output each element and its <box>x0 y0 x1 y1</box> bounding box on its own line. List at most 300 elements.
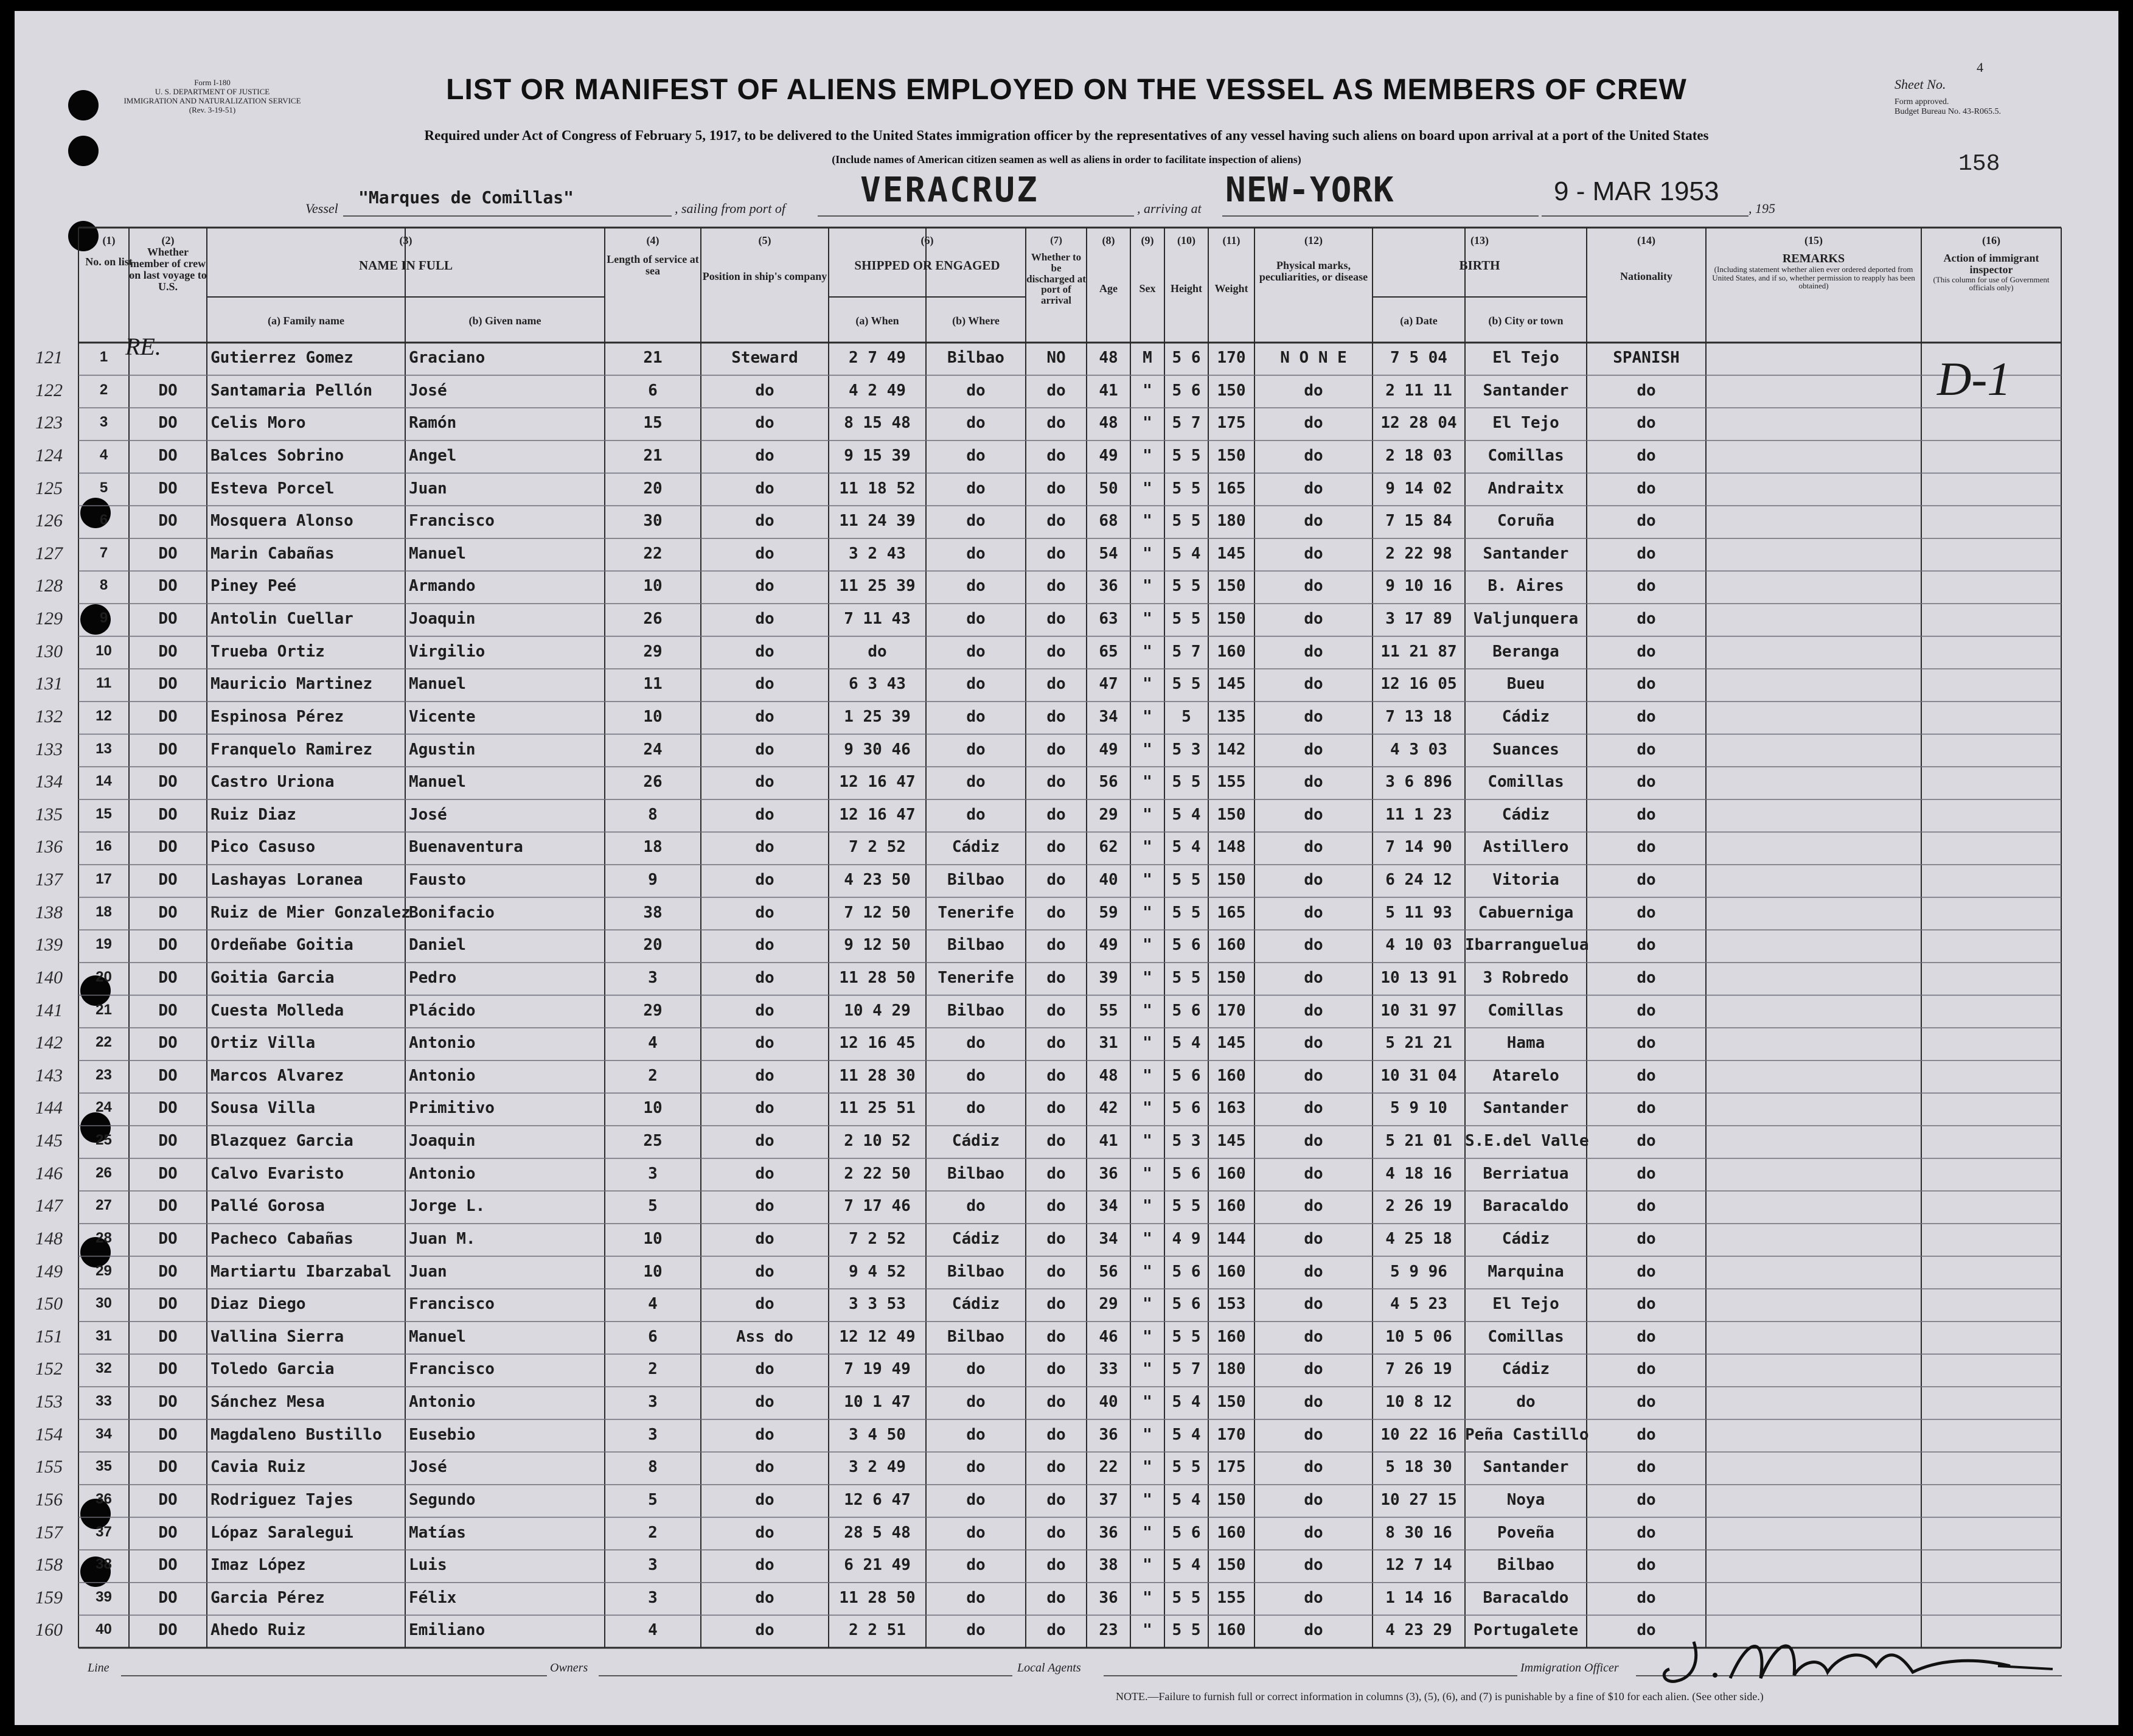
form-revision: (Rev. 3-19-51) <box>189 105 236 114</box>
cell-service: 20 <box>643 936 663 955</box>
cell-height: 5 4 <box>1172 1556 1201 1575</box>
cell-nat: do <box>1637 414 1656 433</box>
cell-bdate: 4 10 03 <box>1385 936 1452 955</box>
cell-weight: 160 <box>1217 642 1246 661</box>
cell-height: 5 5 <box>1172 610 1201 628</box>
birth-date-header: (a) Date <box>1400 315 1438 327</box>
cell-no: 24 <box>96 1099 112 1116</box>
cell-height: 5 3 <box>1172 740 1201 759</box>
cell-crew: DO <box>158 446 178 465</box>
cell-disch: do <box>1046 1034 1066 1053</box>
cell-sex: " <box>1143 1621 1152 1640</box>
cell-when: 8 15 48 <box>844 414 911 433</box>
cell-given: Joaquin <box>409 1132 476 1150</box>
cell-where: do <box>966 512 986 531</box>
cell-bcity: Comillas <box>1488 773 1564 792</box>
arriving-label: , arriving at <box>1137 201 1202 216</box>
cell-crew: DO <box>158 707 178 726</box>
cell-when: 7 12 50 <box>844 903 911 922</box>
cell-age: 29 <box>1099 805 1118 824</box>
cell-crew: DO <box>158 512 178 531</box>
cell-height: 5 5 <box>1172 903 1201 922</box>
cell-when: 6 3 43 <box>849 675 906 694</box>
cell-service: 22 <box>643 544 663 563</box>
cell-family: Diaz Diego <box>211 1295 306 1314</box>
cell-bdate: 3 6 896 <box>1385 773 1452 792</box>
cell-sex: " <box>1143 446 1152 465</box>
cell-given: Buenaventura <box>409 838 523 857</box>
cell-service: 6 <box>648 381 658 400</box>
cell-position: do <box>755 1229 774 1248</box>
cell-nat: do <box>1637 1164 1656 1183</box>
cell-service: 3 <box>648 1556 658 1575</box>
cell-crew: DO <box>158 1066 178 1085</box>
cell-bcity: El Tejo <box>1492 1295 1559 1314</box>
cell-service: 3 <box>648 1393 658 1411</box>
cell-given: Emiliano <box>409 1621 485 1640</box>
cell-crew: DO <box>158 1393 178 1411</box>
cell-service: 5 <box>648 1490 658 1509</box>
cell-sex: " <box>1143 1066 1152 1085</box>
footer-line-label: Line <box>88 1661 110 1675</box>
cell-given: Juan <box>409 1262 447 1281</box>
cell-nat: do <box>1637 707 1656 726</box>
cell-position: do <box>755 968 774 987</box>
cell-bdate: 4 3 03 <box>1390 740 1447 759</box>
cell-weight: 160 <box>1217 936 1246 955</box>
cell-age: 37 <box>1099 1490 1118 1509</box>
cell-no: 1 <box>99 349 108 365</box>
cell-when: 1 25 39 <box>844 707 911 726</box>
cell-age: 36 <box>1099 1164 1118 1183</box>
cell-height: 5 4 <box>1172 1490 1201 1509</box>
cell-bdate: 8 30 16 <box>1385 1523 1452 1542</box>
cell-disch: do <box>1046 1327 1066 1346</box>
cell-sex: " <box>1143 381 1152 400</box>
cell-no: 14 <box>96 773 112 790</box>
cell-position: do <box>755 1034 774 1053</box>
cell-bcity: Poveña <box>1497 1523 1554 1542</box>
cell-disch: do <box>1046 1621 1066 1640</box>
cell-crew: DO <box>158 1360 178 1379</box>
cell-no: 10 <box>96 642 112 659</box>
cell-marks: do <box>1304 1621 1323 1640</box>
cell-sex: " <box>1143 1001 1152 1020</box>
cell-bcity: Santander <box>1483 1099 1569 1118</box>
cell-family: Espinosa Pérez <box>211 707 344 726</box>
cell-age: 31 <box>1099 1034 1118 1053</box>
cell-family: Ortiz Villa <box>211 1034 316 1053</box>
cell-position: do <box>755 740 774 759</box>
cell-age: 34 <box>1099 1229 1118 1248</box>
cell-given: Antonio <box>409 1393 476 1411</box>
cell-sex: " <box>1143 1034 1152 1053</box>
cell-family: Vallina Sierra <box>211 1327 344 1346</box>
cell-no: 9 <box>99 610 108 626</box>
sheet-label: Sheet No. <box>1895 77 1946 92</box>
cell-bdate: 7 26 19 <box>1385 1360 1452 1379</box>
cell-service: 5 <box>648 1197 658 1216</box>
cell-where: do <box>966 544 986 563</box>
cell-crew: DO <box>158 838 178 857</box>
cell-nat: do <box>1637 1132 1656 1150</box>
cell-given: Manuel <box>409 1327 466 1346</box>
cell-no: 20 <box>96 968 112 985</box>
cell-bdate: 10 8 12 <box>1385 1393 1452 1411</box>
cell-family: Imaz López <box>211 1556 306 1575</box>
cell-service: 24 <box>643 740 663 759</box>
cell-position: do <box>755 1621 774 1640</box>
cell-when: 3 2 49 <box>849 1458 906 1477</box>
col-15-header: (15) REMARKS (Including statement whether alien ever ordered deported from United States, and if so, whether permission to reapply has been obtained) <box>1712 234 1915 291</box>
cell-nat: do <box>1637 1556 1656 1575</box>
cell-crew: DO <box>158 1556 178 1575</box>
cell-age: 48 <box>1099 1066 1118 1085</box>
cell-position: Ass do <box>736 1327 793 1346</box>
cell-crew: DO <box>158 1295 178 1314</box>
departure-port: VERACRUZ <box>860 170 1039 210</box>
cell-bcity: Coruña <box>1497 512 1554 531</box>
handwritten-line-number: 131 <box>35 674 63 694</box>
arrival-date-stamp: 9 - MAR 1953 <box>1554 176 1719 206</box>
cell-bdate: 2 22 98 <box>1385 544 1452 563</box>
cell-nat: do <box>1637 1393 1656 1411</box>
cell-when: 6 21 49 <box>844 1556 911 1575</box>
cell-family: Cuesta Molleda <box>211 1001 344 1020</box>
cell-bdate: 12 16 05 <box>1380 675 1457 694</box>
cell-crew: DO <box>158 1197 178 1216</box>
page-title: LIST OR MANIFEST OF ALIENS EMPLOYED ON THE VESSEL AS MEMBERS OF CREW <box>446 74 1687 106</box>
footer-owners-label: Owners <box>550 1661 588 1675</box>
cell-family: Rodriguez Tajes <box>211 1490 353 1509</box>
cell-given: Ramón <box>409 414 457 433</box>
cell-bdate: 5 21 21 <box>1385 1034 1452 1053</box>
cell-no: 23 <box>96 1066 112 1083</box>
cell-bdate: 3 17 89 <box>1385 610 1452 628</box>
col-2-header: (2) Whether member of crew on last voyage to U.S. <box>129 234 207 293</box>
cell-sex: " <box>1143 871 1152 889</box>
cell-nat: do <box>1637 740 1656 759</box>
cell-when: 11 25 39 <box>839 577 916 596</box>
cell-disch: do <box>1046 1425 1066 1444</box>
cell-family: Balces Sobrino <box>211 446 344 465</box>
col-16-header: (16) Action of immigrant inspector (This column for use of Government officials only) <box>1933 234 2050 293</box>
cell-where: do <box>966 675 986 694</box>
cell-height: 5 7 <box>1172 642 1201 661</box>
handwritten-line-number: 124 <box>35 445 63 465</box>
cell-age: 56 <box>1099 1262 1118 1281</box>
cell-when: 12 16 47 <box>839 773 916 792</box>
cell-marks: do <box>1304 1197 1323 1216</box>
cell-age: 34 <box>1099 707 1118 726</box>
handwritten-line-number: 135 <box>35 804 63 824</box>
cell-position: do <box>755 675 774 694</box>
cell-no: 35 <box>96 1458 112 1475</box>
cell-disch: do <box>1046 1001 1066 1020</box>
department-name: U. S. DEPARTMENT OF JUSTICE <box>155 87 270 96</box>
cell-age: 49 <box>1099 936 1118 955</box>
cell-disch: do <box>1046 1588 1066 1607</box>
cell-weight: 170 <box>1217 1001 1246 1020</box>
cell-marks: do <box>1304 838 1323 857</box>
cell-nat: do <box>1637 544 1656 563</box>
cell-service: 9 <box>648 871 658 889</box>
cell-weight: 142 <box>1217 740 1246 759</box>
cell-height: 5 6 <box>1172 1295 1201 1314</box>
col-12-header: (12) Physical marks, peculiarities, or disease <box>1259 234 1368 283</box>
cell-height: 5 5 <box>1172 1327 1201 1346</box>
cell-family: Trueba Ortiz <box>211 642 325 661</box>
cell-marks: do <box>1304 1360 1323 1379</box>
cell-service: 25 <box>643 1132 663 1150</box>
cell-no: 34 <box>96 1425 112 1442</box>
cell-where: do <box>966 805 986 824</box>
cell-crew: DO <box>158 577 178 596</box>
cell-sex: " <box>1143 610 1152 628</box>
cell-service: 3 <box>648 1588 658 1607</box>
handwritten-line-number: 159 <box>35 1587 63 1608</box>
vessel-name: "Marques de Comillas" <box>358 187 574 207</box>
cell-where: Bilbao <box>947 1164 1004 1183</box>
cell-crew: DO <box>158 903 178 922</box>
cell-service: 10 <box>643 1099 663 1118</box>
cell-position: do <box>755 1132 774 1150</box>
handwritten-line-number: 140 <box>35 967 63 988</box>
cell-age: 36 <box>1099 1523 1118 1542</box>
cell-bcity: Cádiz <box>1501 1360 1550 1379</box>
cell-age: 34 <box>1099 1197 1118 1216</box>
col-14-header: (14) Nationality <box>1620 234 1672 282</box>
cell-bdate: 9 14 02 <box>1385 479 1452 498</box>
cell-bcity: Portugalete <box>1473 1621 1579 1640</box>
handwritten-line-number: 147 <box>35 1196 63 1216</box>
cell-service: 18 <box>643 838 663 857</box>
cell-where: Cádiz <box>952 1295 1000 1314</box>
cell-disch: do <box>1046 1295 1066 1314</box>
cell-service: 2 <box>648 1360 658 1379</box>
cell-age: 65 <box>1099 642 1118 661</box>
cell-weight: 150 <box>1217 610 1246 628</box>
cell-crew: DO <box>158 773 178 792</box>
cell-nat: do <box>1637 1295 1656 1314</box>
cell-age: 36 <box>1099 577 1118 596</box>
cell-family: Mosquera Alonso <box>211 512 353 531</box>
cell-disch: do <box>1046 1458 1066 1477</box>
cell-bcity: Astillero <box>1483 838 1569 857</box>
cell-nat: do <box>1637 1229 1656 1248</box>
cell-no: 3 <box>99 414 108 431</box>
cell-crew: DO <box>158 740 178 759</box>
cell-position: do <box>755 381 774 400</box>
cell-crew: DO <box>158 381 178 400</box>
cell-height: 5 4 <box>1172 544 1201 563</box>
cell-age: 49 <box>1099 740 1118 759</box>
cell-given: Manuel <box>409 544 466 563</box>
footer-owners-underline <box>599 1675 1012 1676</box>
cell-service: 6 <box>648 1327 658 1346</box>
cell-weight: 160 <box>1217 1197 1246 1216</box>
inspector-action-mark: D-1 <box>1937 352 2011 405</box>
handwritten-line-number: 148 <box>35 1228 63 1249</box>
cell-position: do <box>755 903 774 922</box>
cell-service: 3 <box>648 1425 658 1444</box>
col-1-header: (1) No. on list <box>85 234 133 268</box>
cell-no: 37 <box>96 1523 112 1540</box>
cell-nat: do <box>1637 1034 1656 1053</box>
cell-height: 5 5 <box>1172 1621 1201 1640</box>
cell-weight: 155 <box>1217 1588 1246 1607</box>
cell-when: 12 12 49 <box>839 1327 916 1346</box>
handwritten-line-number: 160 <box>35 1620 63 1640</box>
handwritten-line-number: 128 <box>35 576 63 596</box>
cell-bcity: Atarelo <box>1492 1066 1559 1085</box>
cell-height: 5 7 <box>1172 1360 1201 1379</box>
cell-bcity: Santander <box>1483 544 1569 563</box>
cell-marks: do <box>1304 1556 1323 1575</box>
cell-service: 26 <box>643 773 663 792</box>
cell-weight: 150 <box>1217 805 1246 824</box>
handwritten-line-number: 130 <box>35 641 63 661</box>
cell-family: Esteva Porcel <box>211 479 335 498</box>
cell-nat: SPANISH <box>1613 349 1680 367</box>
cell-disch: do <box>1046 381 1066 400</box>
cell-bcity: Cádiz <box>1501 805 1550 824</box>
cell-where: Bilbao <box>947 1327 1004 1346</box>
cell-age: 50 <box>1099 479 1118 498</box>
cell-crew: DO <box>158 610 178 628</box>
cell-family: Lópaz Saralegui <box>211 1523 353 1542</box>
cell-height: 5 5 <box>1172 773 1201 792</box>
cell-bcity: Suances <box>1492 740 1559 759</box>
page-subtitle: Required under Act of Congress of February 5, 1917, to be delivered to the United States immigration officer by the representatives of any vessel having such aliens on board upon arrival at a port of the United States <box>424 128 1709 143</box>
cell-age: 68 <box>1099 512 1118 531</box>
cell-family: Sousa Villa <box>211 1099 316 1118</box>
cell-age: 49 <box>1099 446 1118 465</box>
cell-given: José <box>409 1458 447 1477</box>
cell-bcity: do <box>1516 1393 1536 1411</box>
cell-family: Pallé Gorosa <box>211 1197 325 1216</box>
cell-height: 5 6 <box>1172 1262 1201 1281</box>
cell-weight: 175 <box>1217 414 1246 433</box>
cell-position: Steward <box>731 349 798 367</box>
cell-bcity: Santander <box>1483 1458 1569 1477</box>
cell-no: 13 <box>96 740 112 757</box>
cell-weight: 170 <box>1217 349 1246 367</box>
cell-when: 11 28 50 <box>839 1588 916 1607</box>
cell-weight: 153 <box>1217 1295 1246 1314</box>
cell-service: 8 <box>648 1458 658 1477</box>
cell-position: do <box>755 707 774 726</box>
cell-age: 46 <box>1099 1327 1118 1346</box>
cell-disch: do <box>1046 838 1066 857</box>
cell-family: Toledo Garcia <box>211 1360 335 1379</box>
cell-age: 48 <box>1099 349 1118 367</box>
handwritten-line-number: 153 <box>35 1392 63 1412</box>
cell-weight: 160 <box>1217 1327 1246 1346</box>
cell-disch: do <box>1046 773 1066 792</box>
cell-family: Goitia Garcia <box>211 968 335 987</box>
handwritten-line-number: 125 <box>35 478 63 498</box>
cell-given: Angel <box>409 446 457 465</box>
cell-nat: do <box>1637 512 1656 531</box>
cell-when: 3 2 43 <box>849 544 906 563</box>
cell-bdate: 2 11 11 <box>1385 381 1452 400</box>
cell-height: 5 6 <box>1172 1523 1201 1542</box>
cell-sex: " <box>1143 1556 1152 1575</box>
cell-sex: " <box>1143 1164 1152 1183</box>
cell-no: 29 <box>96 1262 112 1279</box>
cell-given: Joaquin <box>409 610 476 628</box>
cell-given: Antonio <box>409 1164 476 1183</box>
cell-given: Francisco <box>409 1295 495 1314</box>
cell-no: 38 <box>96 1556 112 1573</box>
cell-bcity: Noya <box>1506 1490 1545 1509</box>
cell-age: 48 <box>1099 414 1118 433</box>
cell-sex: " <box>1143 675 1152 694</box>
cell-bcity: Marquina <box>1488 1262 1564 1281</box>
cell-where: do <box>966 414 986 433</box>
handwritten-line-number: 129 <box>35 608 63 629</box>
cell-age: 22 <box>1099 1458 1118 1477</box>
cell-weight: 165 <box>1217 903 1246 922</box>
cell-sex: " <box>1143 1360 1152 1379</box>
arrival-port: NEW-YORK <box>1225 170 1394 210</box>
cell-position: do <box>755 805 774 824</box>
cell-marks: do <box>1304 381 1323 400</box>
cell-marks: do <box>1304 1001 1323 1020</box>
cell-family: Piney Peé <box>211 577 296 596</box>
cell-nat: do <box>1637 838 1656 857</box>
cell-bcity: Ibarranguelua <box>1465 936 1589 955</box>
cell-family: Ordeñabe Goitia <box>211 936 353 955</box>
cell-family: Martiartu Ibarzabal <box>211 1262 392 1281</box>
cell-no: 27 <box>96 1197 112 1214</box>
cell-given: Pedro <box>409 968 457 987</box>
footer-line-underline <box>121 1675 547 1676</box>
cell-height: 5 3 <box>1172 1132 1201 1150</box>
cell-given: José <box>409 381 447 400</box>
handwritten-line-number: 142 <box>35 1033 63 1053</box>
officer-signature <box>1657 1623 2083 1690</box>
cell-given: Plácido <box>409 1001 476 1020</box>
col-13-header: (13) BIRTH <box>1459 234 1500 273</box>
cell-age: 47 <box>1099 675 1118 694</box>
cell-sex: " <box>1143 903 1152 922</box>
cell-family: Magdaleno Bustillo <box>211 1425 382 1444</box>
cell-marks: do <box>1304 871 1323 889</box>
cell-age: 40 <box>1099 871 1118 889</box>
cell-bdate: 10 5 06 <box>1385 1327 1452 1346</box>
cell-crew: DO <box>158 1621 178 1640</box>
cell-nat: do <box>1637 773 1656 792</box>
cell-bcity: B. Aires <box>1488 577 1564 596</box>
cell-sex: " <box>1143 1393 1152 1411</box>
cell-family: Garcia Pérez <box>211 1588 325 1607</box>
cell-disch: do <box>1046 1229 1066 1248</box>
cell-disch: do <box>1046 642 1066 661</box>
cell-weight: 150 <box>1217 577 1246 596</box>
cell-weight: 148 <box>1217 838 1246 857</box>
cell-where: do <box>966 1621 986 1640</box>
cell-no: 2 <box>99 381 108 398</box>
cell-crew: DO <box>158 968 178 987</box>
handwritten-line-number: 152 <box>35 1359 63 1379</box>
cell-sex: " <box>1143 936 1152 955</box>
cell-disch: NO <box>1046 349 1066 367</box>
cell-given: Vicente <box>409 707 476 726</box>
cell-height: 5 7 <box>1172 414 1201 433</box>
cell-age: 55 <box>1099 1001 1118 1020</box>
